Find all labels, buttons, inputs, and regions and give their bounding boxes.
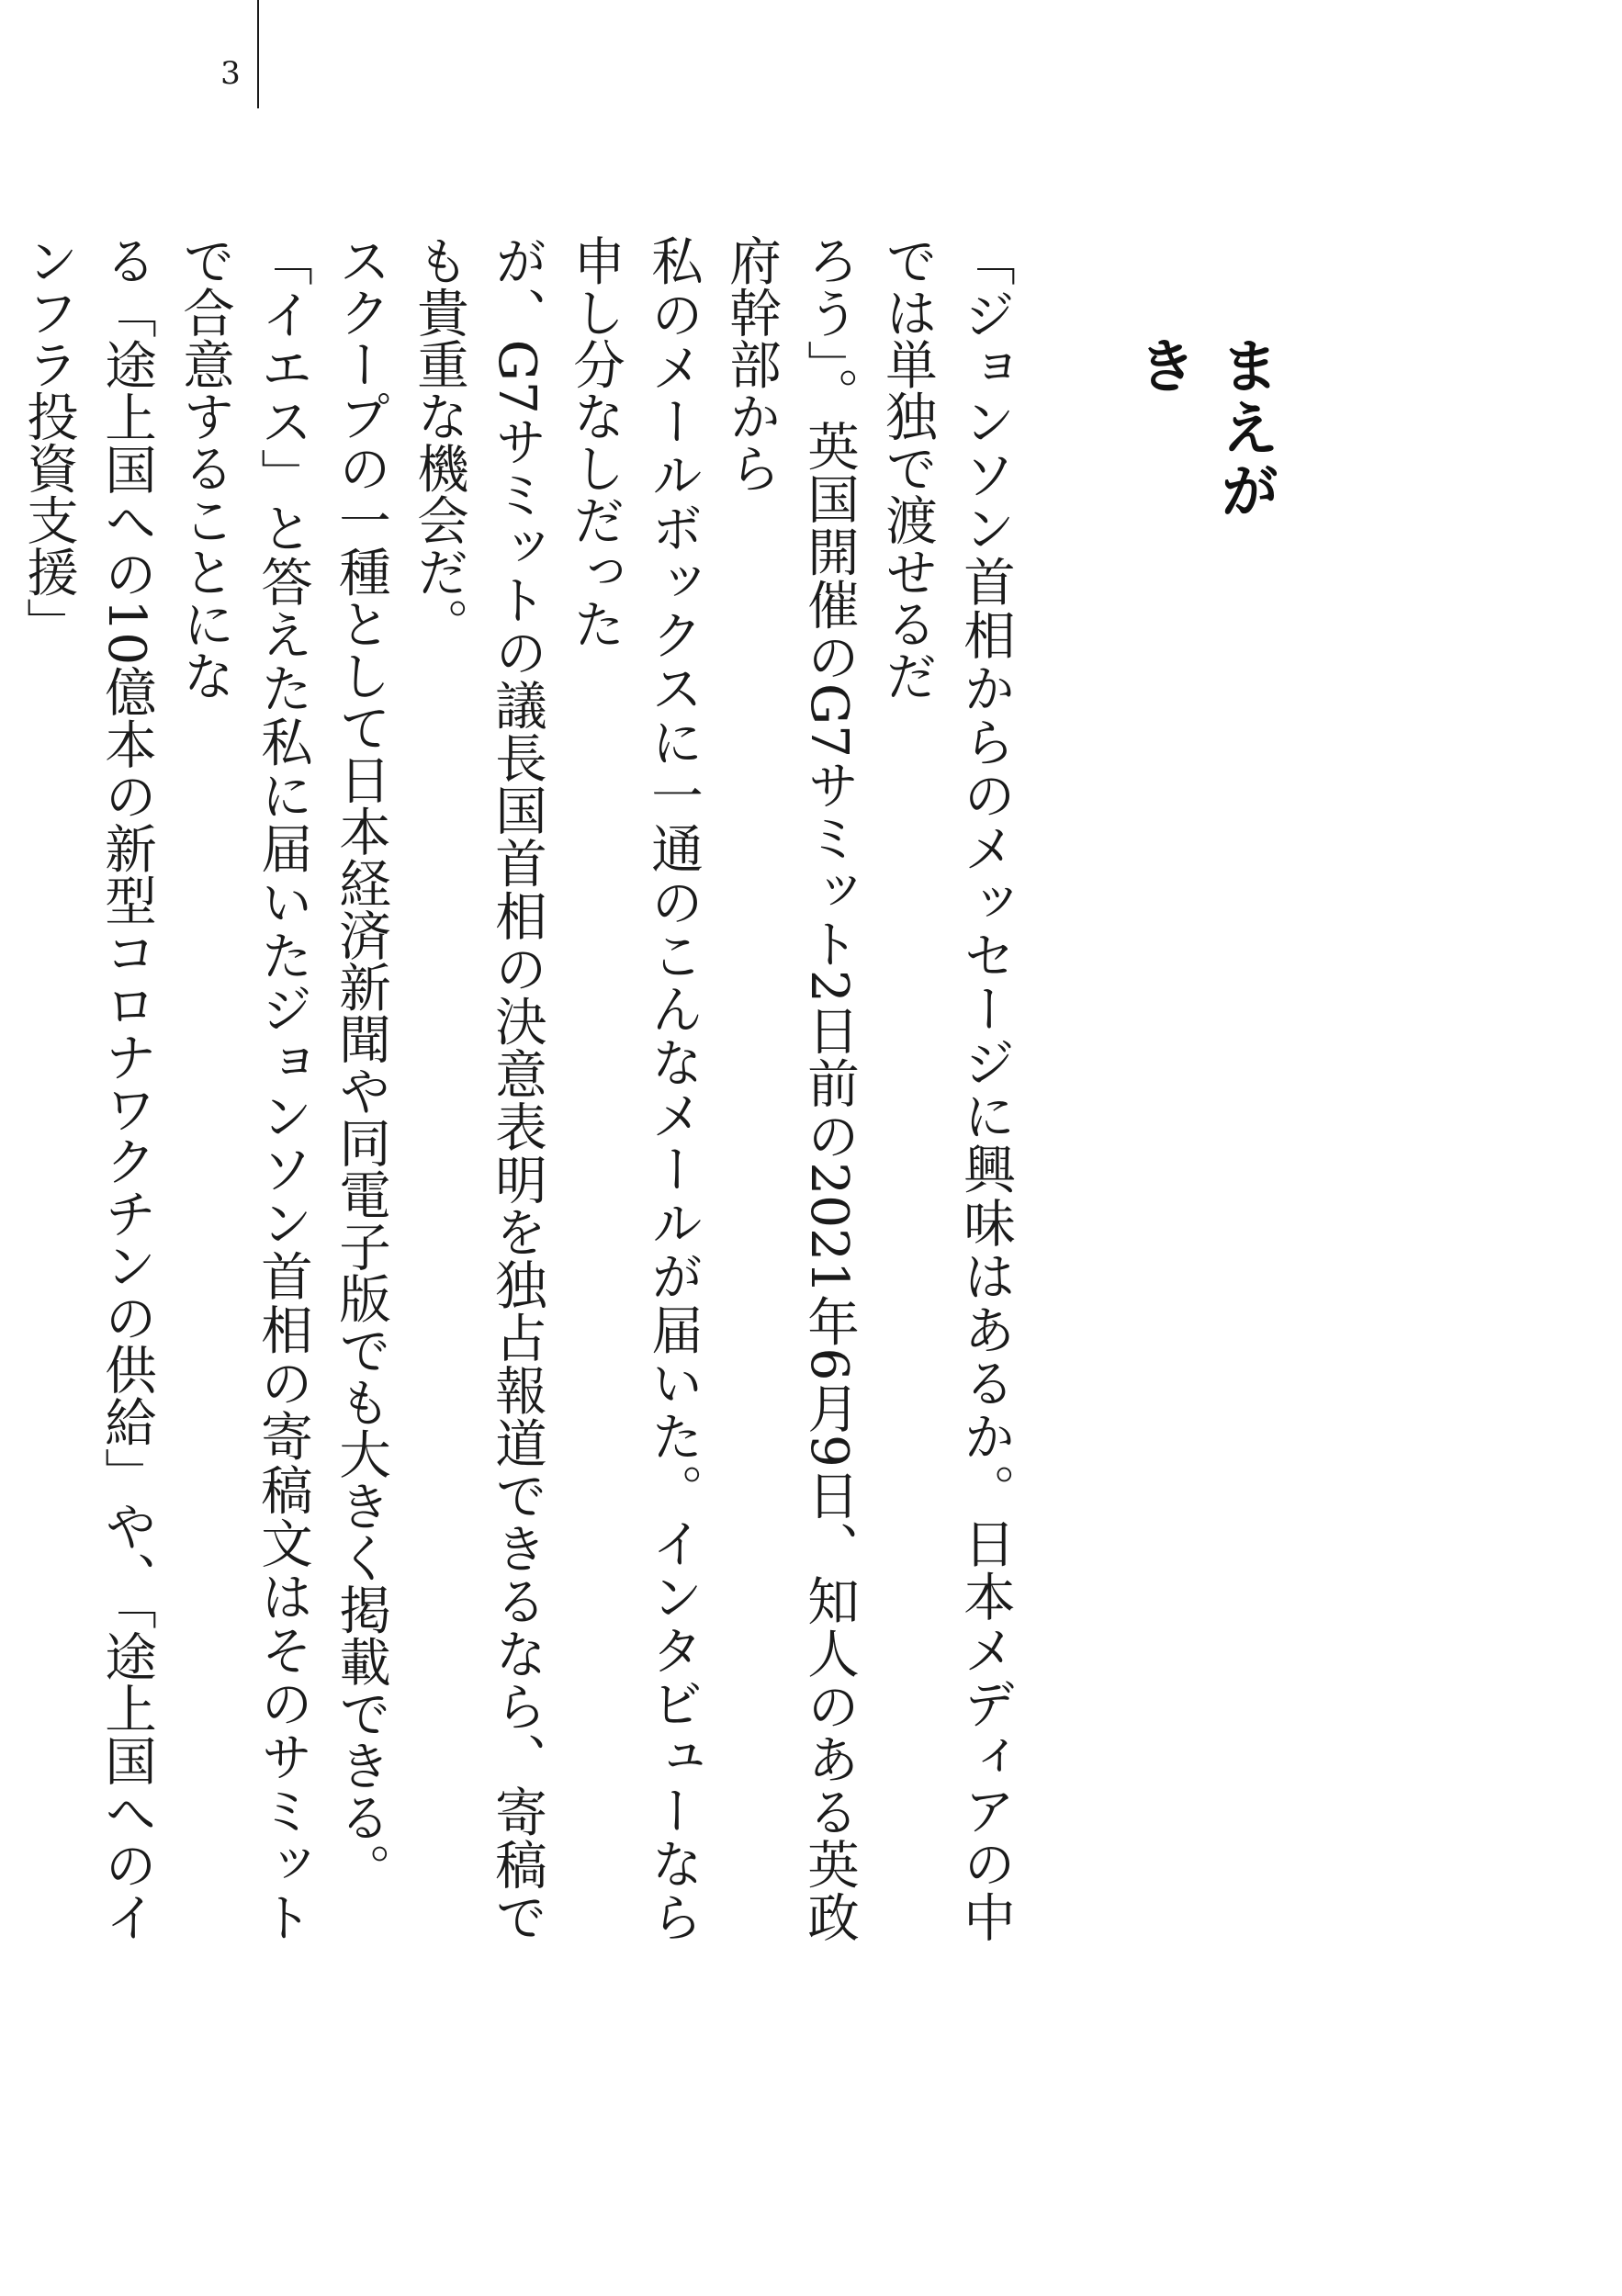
body-line-6: 「イエス」と答えた私に届いたジョンソン首相の寄稿文はそのサミットで合意することにな	[175, 234, 312, 1942]
body-line-5: スクープの一種として日本経済新聞や同電子版でも大きく掲載できる。	[331, 234, 390, 1895]
body-line-2: ろう」。英国開催のG7サミット2日前の2021年6月9日、知人のある英政府幹部から	[721, 234, 859, 1942]
body-text	[18, 234, 1024, 1942]
body-line-1: 「ジョンソン首相からのメッセージに興味はあるか。日本メディアの中では単独で渡せるだ	[877, 234, 1015, 1942]
folio-rule	[257, 0, 259, 108]
page-number: 3	[220, 55, 241, 92]
body-line-7: る「途上国への10億本の新型コロナワクチンの供給」や、「途上国へのインフラ投資支援」	[18, 234, 156, 1942]
body-line-3: 私のメールボックスに一通のこんなメールが届いた。インタビューなら申し分なしだった	[565, 234, 703, 1942]
chapter-title: まえがき	[1128, 335, 1279, 523]
body-line-4: が、G7サミットの議長国首相の決意表明を独占報道できるなら、寄稿でも貴重な機会だ。	[409, 234, 546, 1942]
